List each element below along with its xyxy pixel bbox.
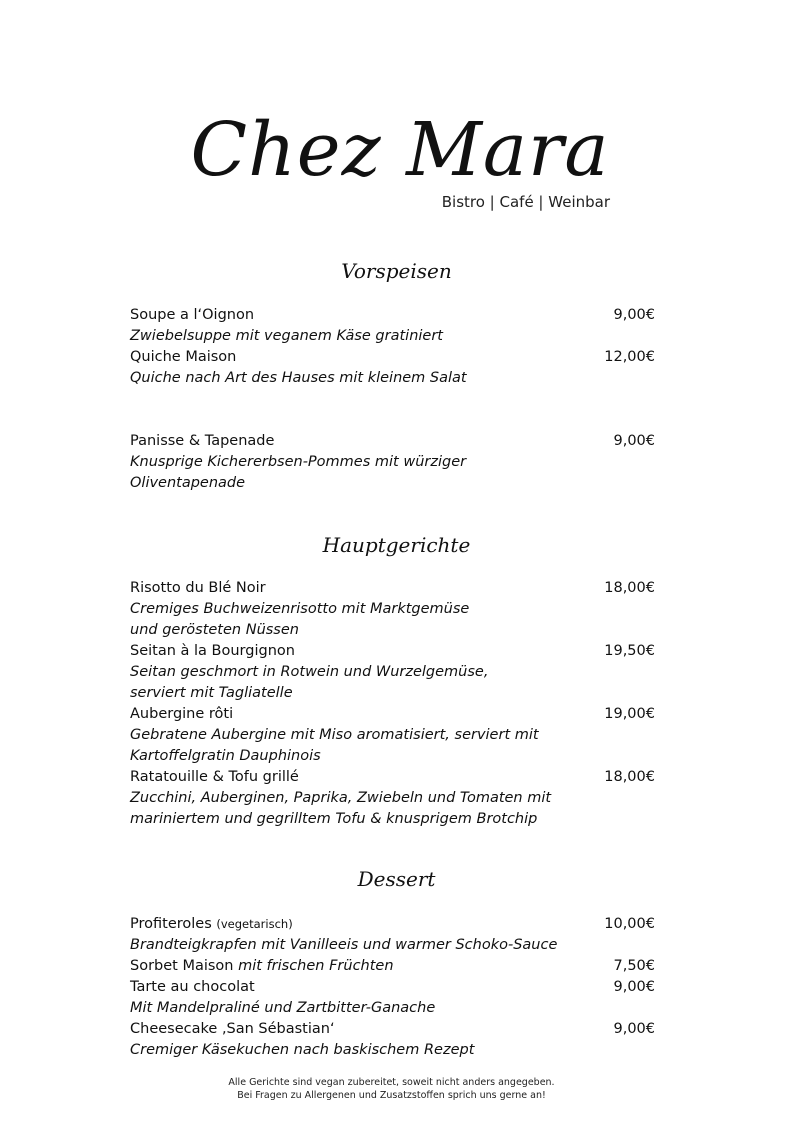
menu-item <box>130 431 655 494</box>
item-name-text: Sorbet Maison <box>130 958 234 974</box>
item-description: Kartoffelgratin Dauphinois <box>130 748 321 764</box>
item-description: Brandteigkrapfen mit Vanilleeis und warmer Schoko-Sauce <box>130 937 558 953</box>
menu-item <box>130 347 655 389</box>
item-price: 9,00€ <box>613 1021 655 1037</box>
menu-item <box>130 305 655 347</box>
restaurant-name: Chez Mara <box>190 107 610 193</box>
item-description: serviert mit Tagliatelle <box>130 685 293 701</box>
item-name: Cheesecake ‚San Sébastian‘ <box>130 1021 335 1037</box>
item-description: Knusprige Kichererbsen-Pommes mit würziger <box>130 454 467 470</box>
item-description: Oliventapenade <box>130 475 246 491</box>
menu-item <box>130 914 655 956</box>
item-name: Aubergine rôti <box>130 706 234 722</box>
section-title-starters: Vorspeisen <box>341 259 452 283</box>
item-name: Panisse & Tapenade <box>130 433 275 449</box>
item-price: 18,00€ <box>604 580 655 596</box>
item-name: Tarte au chocolat <box>130 979 255 995</box>
item-description: mariniertem und gegrilltem Tofu & knusprigem Brotchip <box>130 811 538 827</box>
item-description: Zucchini, Auberginen, Paprika, Zwiebeln und Tomaten mit <box>130 790 552 806</box>
restaurant-header <box>0 100 793 230</box>
item-price: 18,00€ <box>604 769 655 785</box>
item-price: 12,00€ <box>604 349 655 365</box>
item-name <box>130 956 394 977</box>
menu-item <box>130 641 655 704</box>
item-description: Cremiger Käsekuchen nach baskischem Rezept <box>130 1042 475 1058</box>
item-description: Gebratene Aubergine mit Miso aromatisiert, serviert mit <box>130 727 539 743</box>
item-price: 10,00€ <box>604 916 655 932</box>
section-title-dessert: Dessert <box>357 867 436 891</box>
item-price: 9,00€ <box>613 979 655 995</box>
item-name: Ratatouille & Tofu grillé <box>130 769 299 785</box>
item-name: Risotto du Blé Noir <box>130 580 266 596</box>
item-description: Mit Mandelpraliné und Zartbitter-Ganache <box>130 1000 436 1016</box>
item-description: Zwiebelsuppe mit veganem Käse gratiniert <box>130 328 443 344</box>
item-name: Soupe a l‘Oignon <box>130 307 255 323</box>
item-price: 19,50€ <box>604 643 655 659</box>
menu-item <box>130 704 655 767</box>
menu-item <box>130 1019 655 1061</box>
item-description: Seitan geschmort in Rotwein und Wurzelgemüse, <box>130 664 489 680</box>
item-name <box>130 914 293 935</box>
item-price: 9,00€ <box>613 433 655 449</box>
item-price: 9,00€ <box>613 307 655 323</box>
item-description: und gerösteten Nüssen <box>130 622 299 638</box>
item-description: Quiche nach Art des Hauses mit kleinem Salat <box>130 370 467 386</box>
footer-line-allergens: Bei Fragen zu Allergenen und Zusatzstoffen sprich uns gerne an! <box>237 1090 546 1101</box>
item-price: 7,50€ <box>613 958 655 974</box>
footer-line-vegan: Alle Gerichte sind vegan zubereitet, soweit nicht anders angegeben. <box>228 1077 555 1088</box>
item-dietary-note: (vegetarisch) <box>216 917 293 931</box>
section-title-mains: Hauptgerichte <box>322 533 471 557</box>
menu-item <box>130 956 655 977</box>
item-name: Quiche Maison <box>130 349 237 365</box>
item-name: Seitan à la Bourgignon <box>130 643 295 659</box>
menu-item <box>130 767 655 830</box>
item-description: Cremiges Buchweizenrisotto mit Marktgemüse <box>130 601 470 617</box>
restaurant-subtitle: Bistro | Café | Weinbar <box>441 193 610 211</box>
menu-item <box>130 578 655 641</box>
item-inline-description: mit frischen Früchten <box>238 958 394 974</box>
item-price: 19,00€ <box>604 706 655 722</box>
menu-item <box>130 977 655 1019</box>
footer-note <box>0 1076 783 1102</box>
item-name-text: Profiteroles <box>130 916 212 932</box>
